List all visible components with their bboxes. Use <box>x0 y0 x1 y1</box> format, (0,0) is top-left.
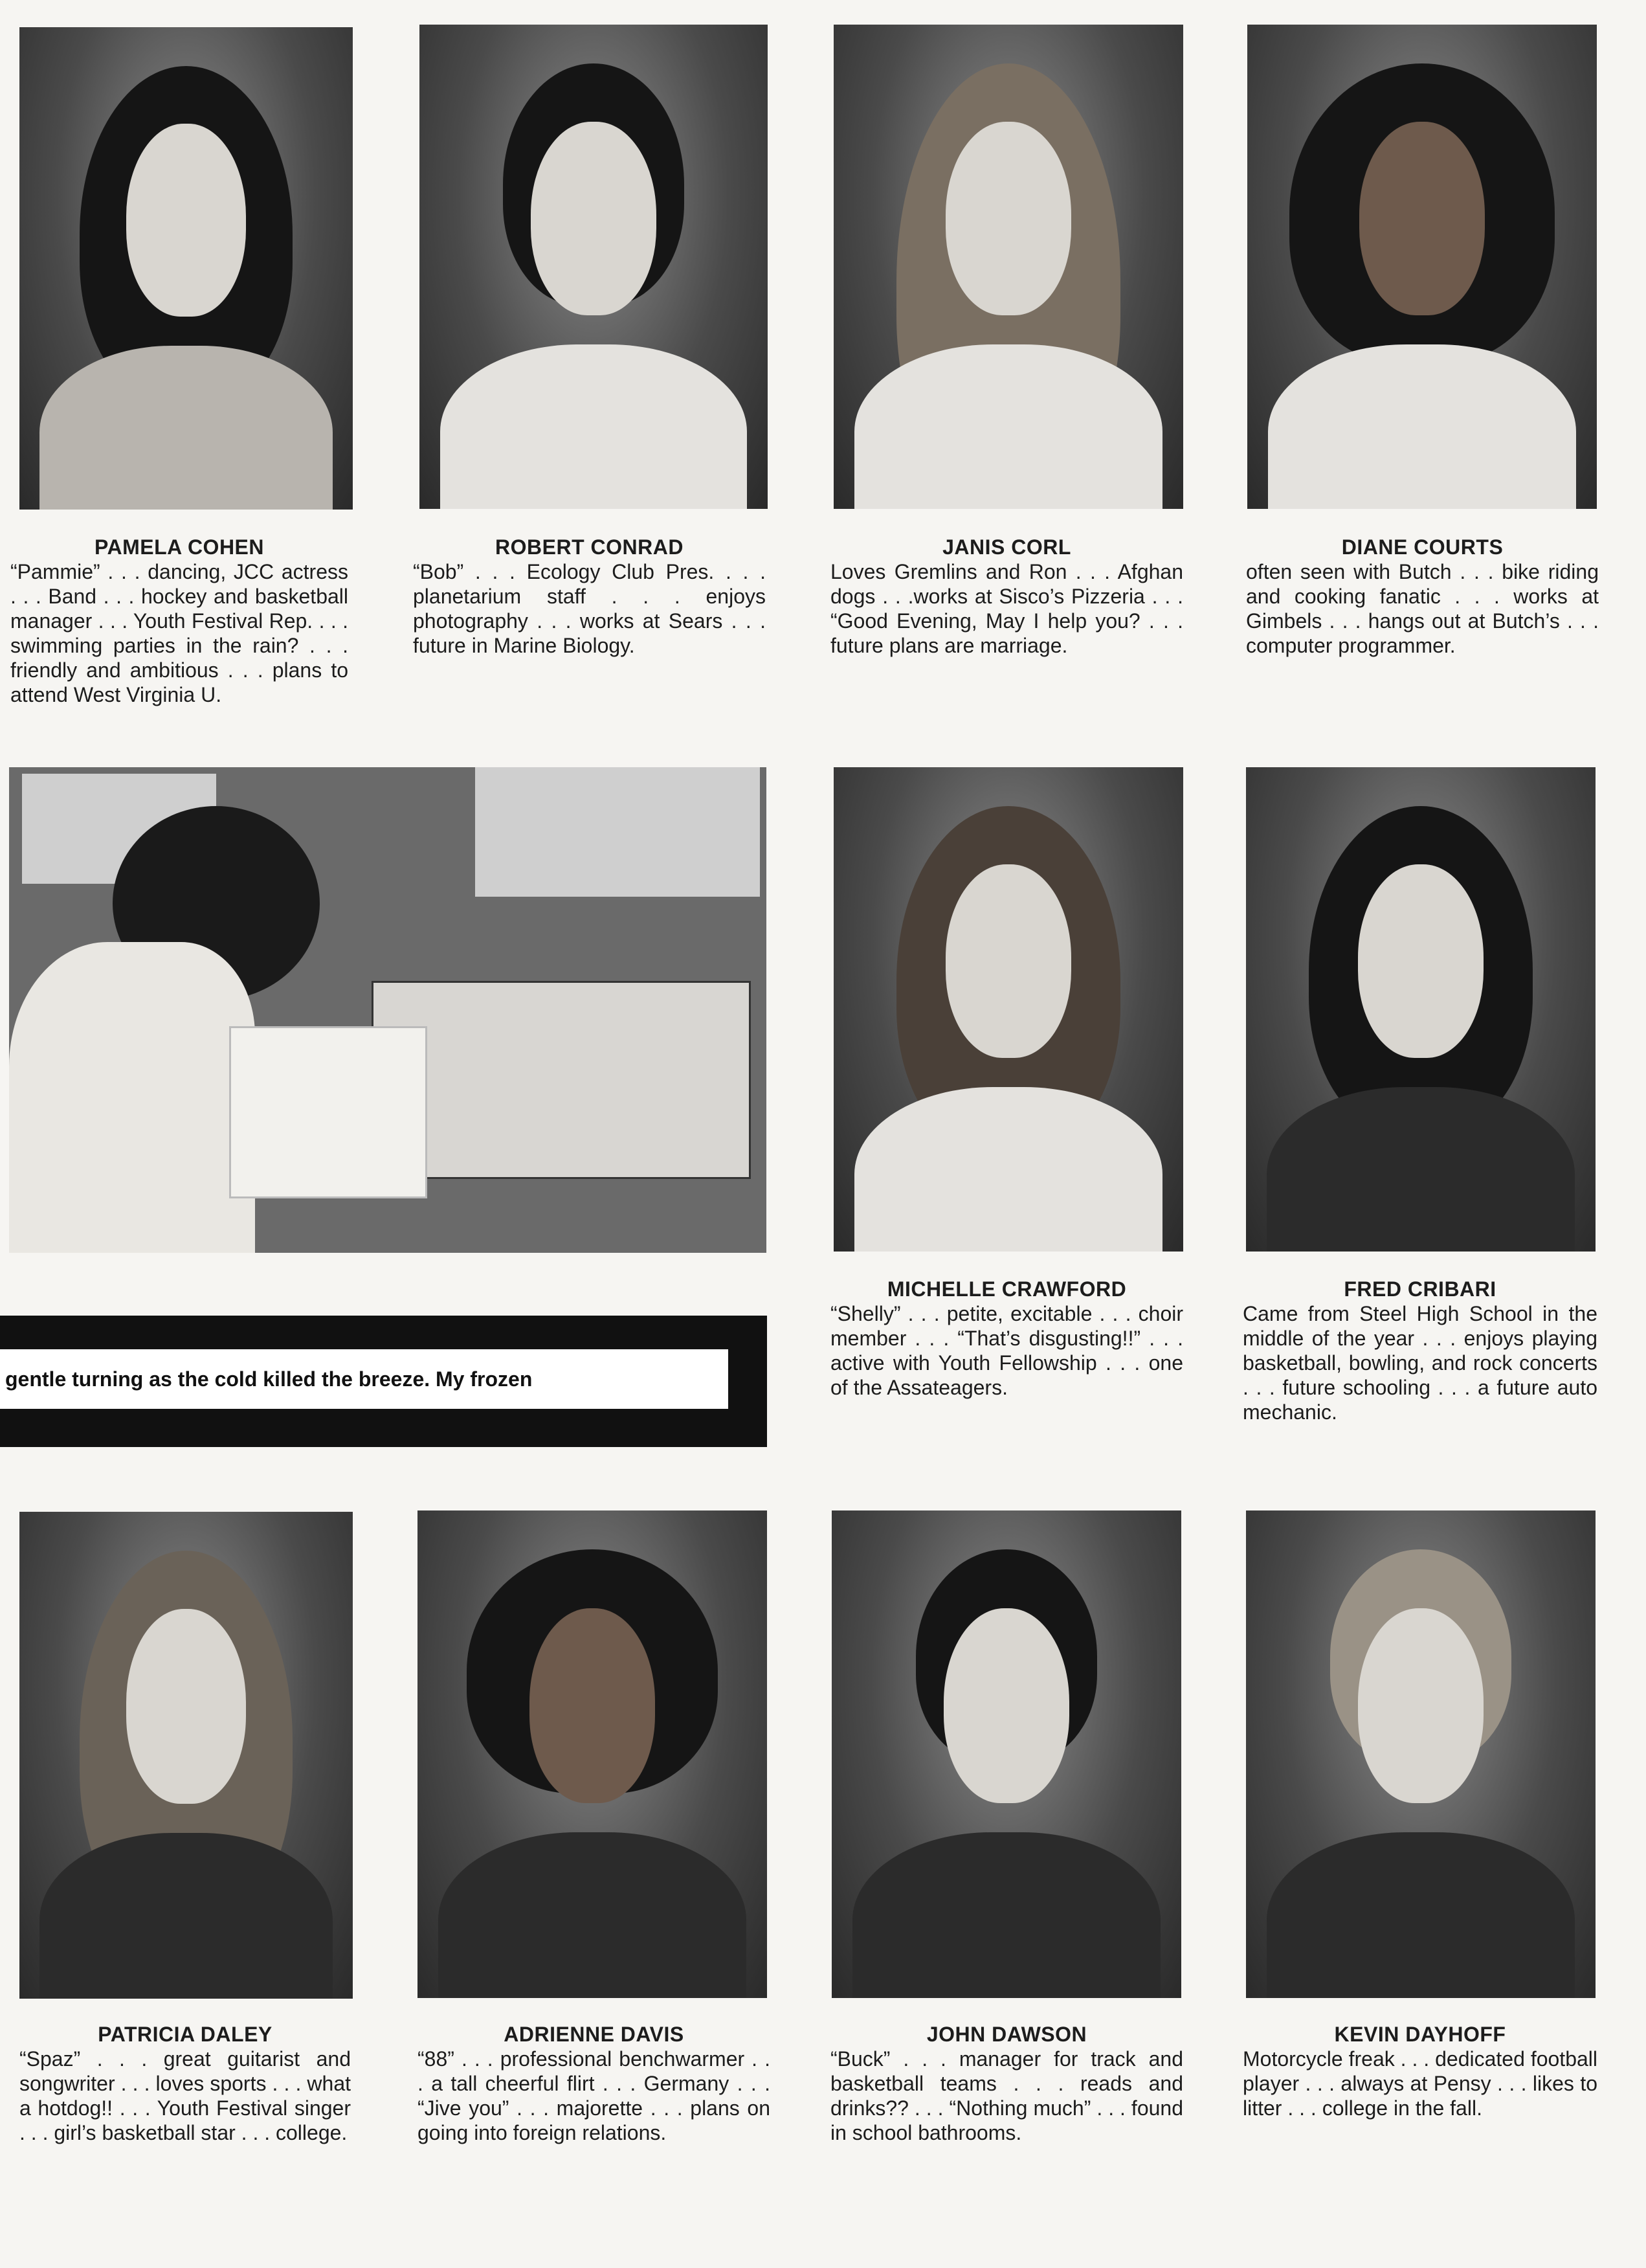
portrait-face <box>126 1609 246 1804</box>
student-name: DIANE COURTS <box>1341 535 1504 559</box>
portrait-face <box>1359 122 1485 315</box>
portrait-photo <box>1246 1510 1596 1998</box>
student-name: JOHN DAWSON <box>926 2023 1087 2046</box>
portrait-body <box>438 1832 746 1998</box>
student-bio: Loves Gremlins and Ron . . . Afghan dogs . . .works at Sisco’s Pizzeria . . . “Good Evening, May I help you? . . . future plans are marriage. <box>830 560 1183 657</box>
student-caption <box>1243 2022 1597 2120</box>
portrait-photo <box>834 767 1183 1252</box>
student-bio: “Bob” . . . Ecology Club Pres. . . . planetarium staff . . . enjoys photography . . . works at Sears . . . future in Marine Biology. <box>413 560 766 657</box>
student-caption <box>10 535 348 707</box>
portrait-body <box>39 1833 333 1999</box>
person-shirt <box>9 942 255 1253</box>
computer-terminal <box>372 981 751 1179</box>
student-name: PAMELA COHEN <box>95 535 264 559</box>
portrait-body <box>440 344 746 509</box>
portrait-photo <box>19 1512 353 1999</box>
student-caption <box>830 2022 1183 2145</box>
student-name: JANIS CORL <box>942 535 1071 559</box>
portrait-body <box>854 1087 1162 1252</box>
portrait-photo <box>19 27 353 510</box>
student-caption <box>1246 535 1599 658</box>
student-caption <box>1243 1277 1597 1424</box>
portrait-photo <box>1246 767 1596 1252</box>
student-bio: “Pammie” . . . dancing, JCC actress . . . Band . . . hockey and basketball manager . . . Youth Festival Rep. . . . swimming parties in the rain? . . . friendly and ambitious . . . plans to attend West Virginia U. <box>10 560 348 706</box>
student-caption <box>413 535 766 658</box>
student-bio: “Spaz” . . . great guitarist and songwriter . . . loves sports . . . what a hotdog!! . . . Youth Festival singer . . . girl’s basketball star . . . college. <box>19 2047 351 2144</box>
student-bio: “Buck” . . . manager for track and basketball teams . . . reads and drinks?? . . . “Nothing much” . . . found in school bathrooms. <box>830 2047 1183 2144</box>
portrait-body <box>854 344 1162 509</box>
portrait-photo <box>419 25 768 509</box>
portrait-body <box>1268 344 1575 509</box>
portrait-face <box>126 124 246 317</box>
student-bio: often seen with Butch . . . bike riding and cooking fanatic . . . works at Gimbels . . . hangs out at Butch’s . . . computer programmer. <box>1246 560 1599 657</box>
portrait-face <box>946 122 1071 315</box>
portrait-photo <box>834 25 1183 509</box>
student-caption <box>19 2022 351 2145</box>
student-caption <box>830 535 1183 658</box>
student-name: MICHELLE CRAWFORD <box>887 1277 1127 1301</box>
portrait-body <box>39 346 333 510</box>
student-bio: Motorcycle freak . . . dedicated football player . . . always at Pensy . . . likes to litter . . . college in the fall. <box>1243 2047 1597 2120</box>
paper-sheet <box>229 1026 427 1198</box>
portrait-body <box>1267 1087 1574 1252</box>
student-bio: “Shelly” . . . petite, excitable . . . choir member . . . “That’s disgusting!!” . . . active with Youth Fellowship . . . one of the Assateagers. <box>830 1302 1183 1399</box>
student-caption <box>417 2022 770 2145</box>
student-caption <box>830 1277 1183 1400</box>
portrait-face <box>1358 864 1484 1058</box>
student-name: PATRICIA DALEY <box>98 2023 272 2046</box>
portrait-photo <box>1247 25 1597 509</box>
portrait-photo <box>832 1510 1181 1998</box>
portrait-face <box>1358 1608 1484 1803</box>
student-bio: “88” . . . professional benchwarmer . . . a tall cheerful flirt . . . Germany . . . “Jive you” . . . majorette . . . plans on going into foreign relations. <box>417 2047 770 2144</box>
candid-photo <box>9 767 766 1253</box>
portrait-face <box>944 1608 1069 1803</box>
portrait-face <box>946 864 1071 1058</box>
window <box>475 767 760 897</box>
student-name: ROBERT CONRAD <box>495 535 684 559</box>
portrait-face <box>529 1608 655 1803</box>
student-name: FRED CRIBARI <box>1344 1277 1496 1301</box>
student-name: ADRIENNE DAVIS <box>504 2023 684 2046</box>
portrait-photo <box>417 1510 767 1998</box>
student-bio: Came from Steel High School in the middle of the year . . . enjoys playing basketball, bowling, and rock concerts . . . future schooling . . . a future auto mechanic. <box>1243 1302 1597 1424</box>
portrait-body <box>852 1832 1160 1998</box>
banner-text: gentle turning as the cold killed the breeze. My frozen <box>0 1349 728 1409</box>
quote-banner <box>0 1316 767 1447</box>
portrait-body <box>1267 1832 1574 1998</box>
student-name: KEVIN DAYHOFF <box>1334 2023 1506 2046</box>
portrait-face <box>531 122 656 315</box>
